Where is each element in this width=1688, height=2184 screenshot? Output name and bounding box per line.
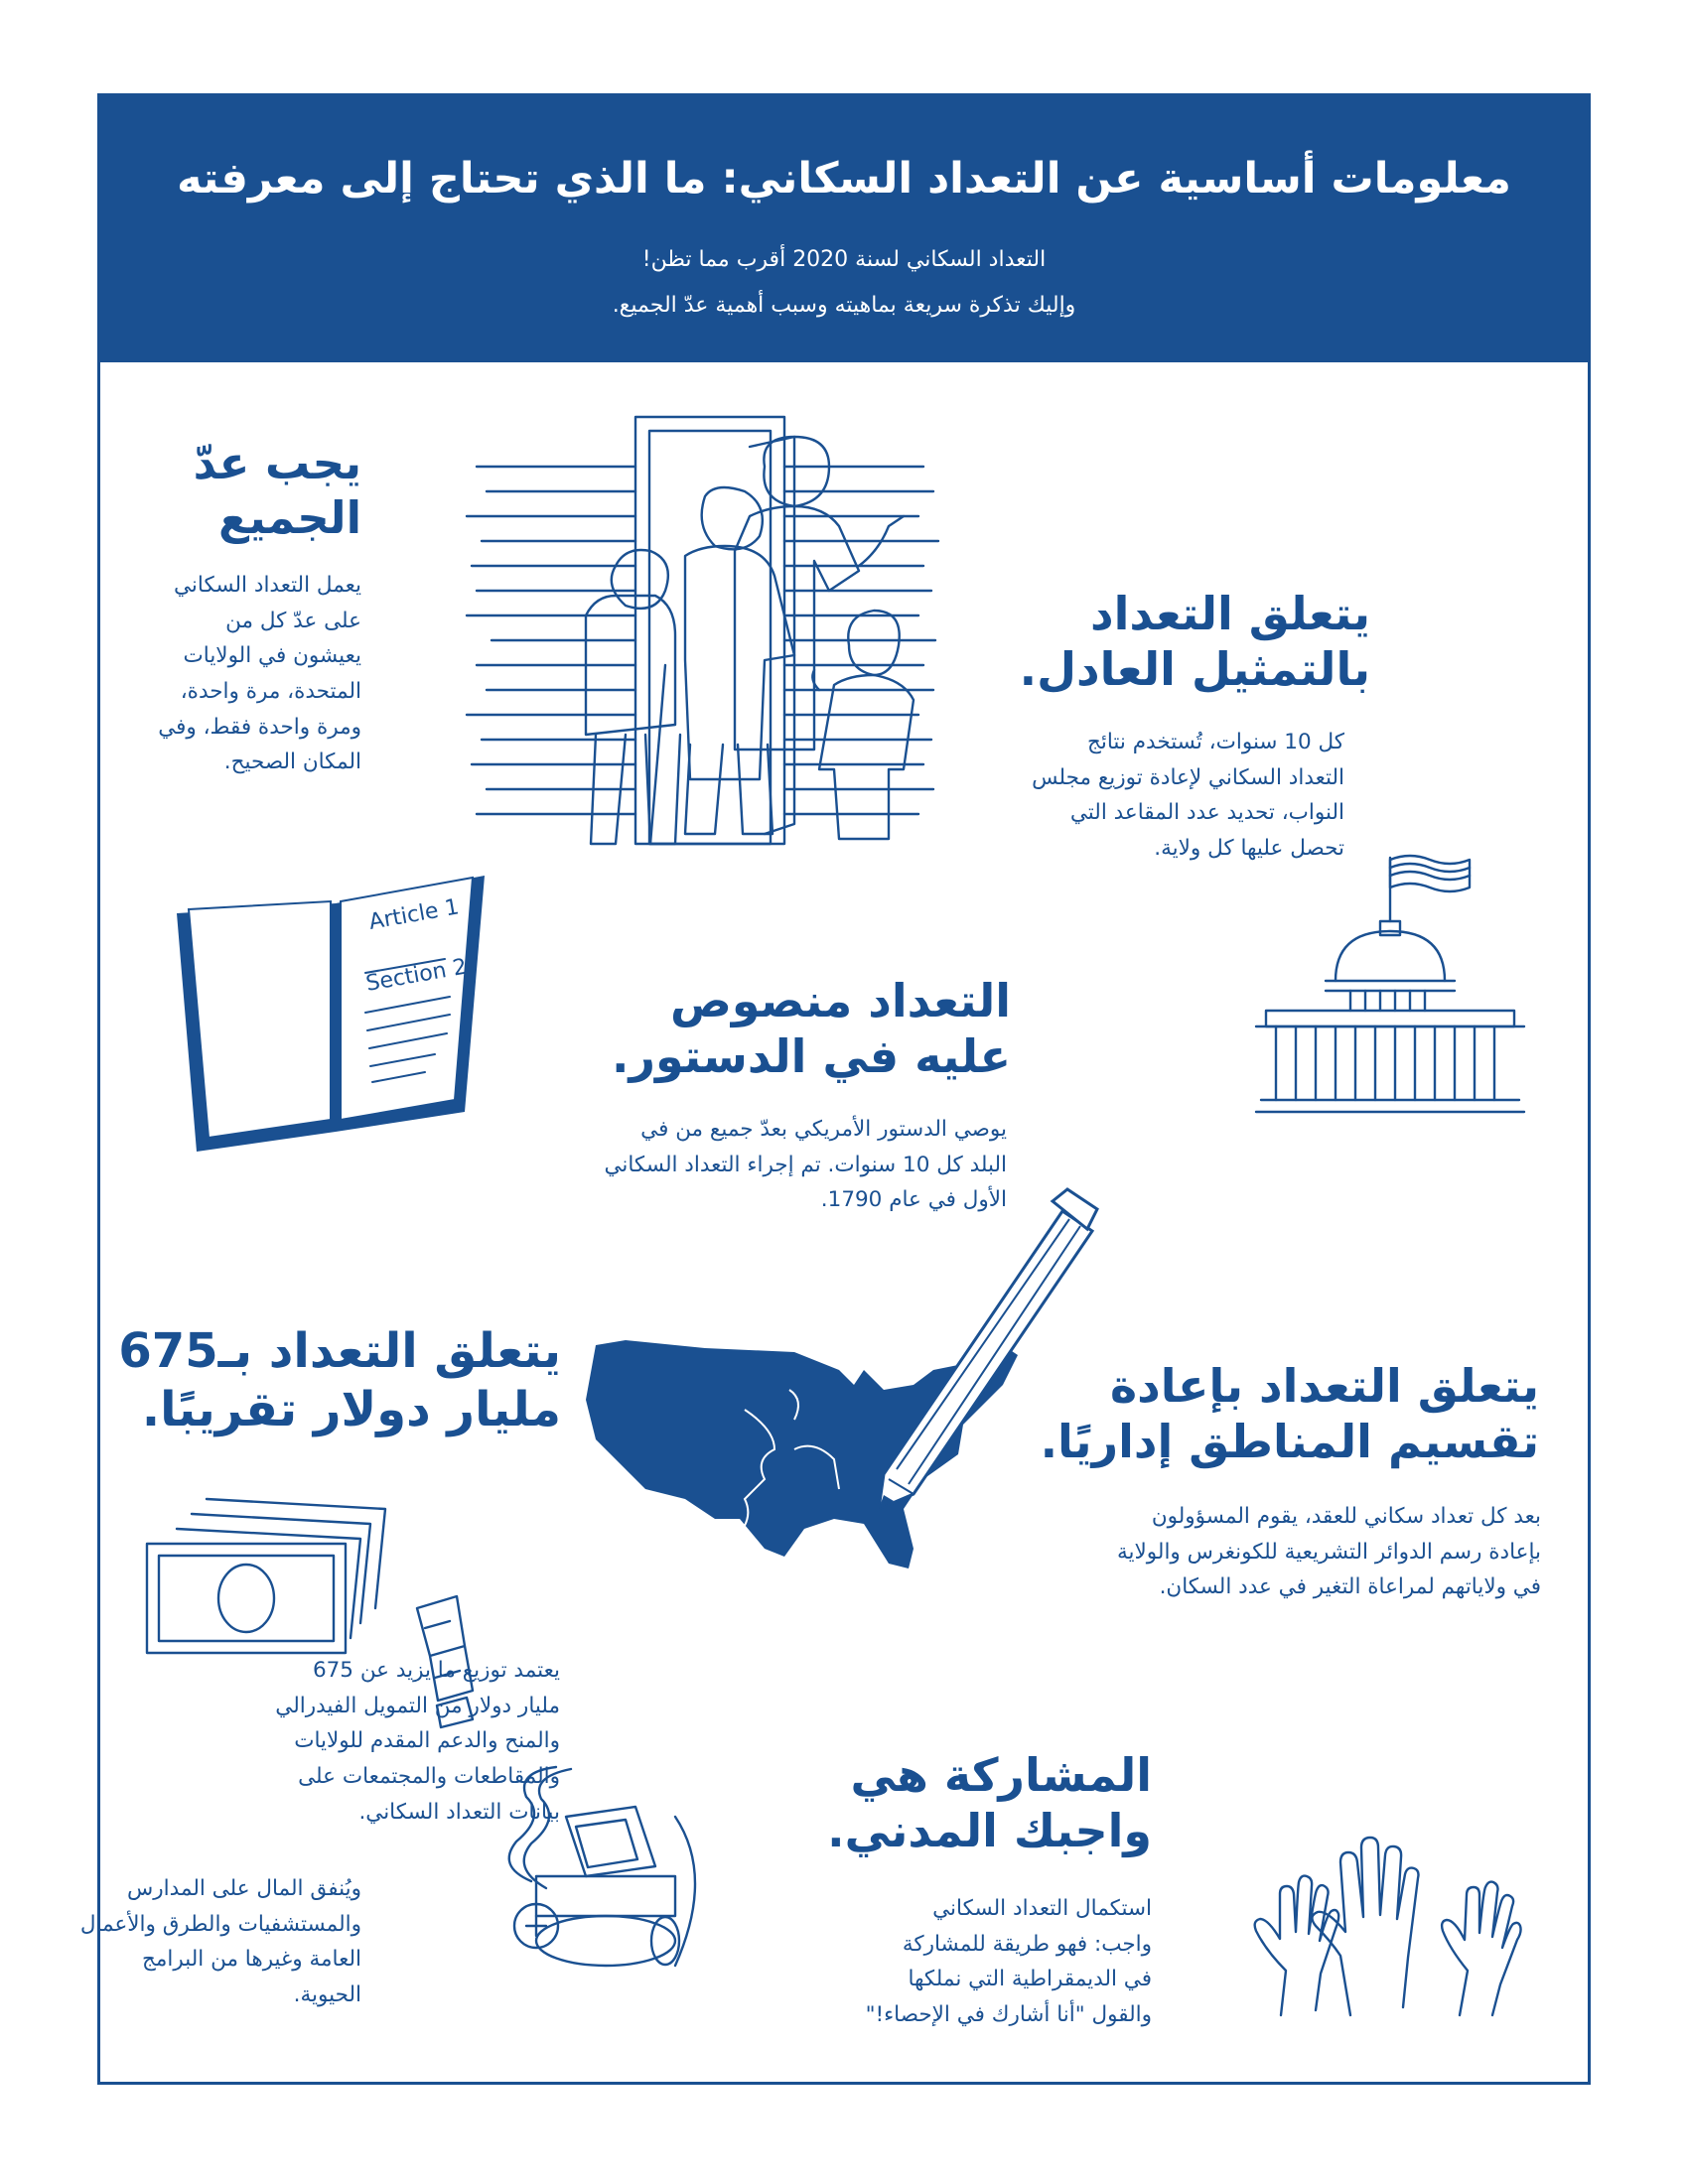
body-line: يعتمد توزيع ما يزيد عن 675 <box>312 1658 560 1683</box>
body-line: مليار دولار من التمويل الفيدرالي <box>275 1693 560 1718</box>
everyone-heading-line2: الجميع <box>217 490 361 544</box>
body-line: على عدّ كل من <box>225 608 361 633</box>
page-title: معلومات أساسية عن التعداد السكاني: ما الذي تحتاج إلى معرفته <box>177 154 1511 204</box>
funding-body-1 <box>93 1653 560 1830</box>
body-line: العامة وغيرها من البرامج <box>142 1947 361 1973</box>
body-line: يعمل التعداد السكاني <box>174 573 361 598</box>
header-subtitle-1: التعداد السكاني لسنة 2020 أقرب مما تظن! <box>641 247 1047 272</box>
body-line: كل 10 سنوات، تُستخدم نتائج <box>1087 730 1344 754</box>
body-line: المكان الصحيح. <box>223 750 361 775</box>
civic-heading-line1: المشاركة هي <box>850 1748 1152 1802</box>
body-line: ويُنفق المال على المدارس <box>127 1876 361 1901</box>
body-line: بيانات التعداد السكاني. <box>358 1799 560 1825</box>
funding-body-2 <box>64 1871 361 2013</box>
everyone-heading <box>103 437 361 546</box>
book-text-section: Section 2 <box>363 954 470 997</box>
redistricting-heading <box>1023 1358 1539 1469</box>
body-line: والمنح والدعم المقدم للولايات <box>294 1728 560 1754</box>
redistricting-heading-line2: تقسيم المناطق إداريًا. <box>1040 1415 1539 1469</box>
funding-heading <box>104 1322 561 1438</box>
body-line: بعد كل تعداد سكاني للعقد، يقوم المسؤولون <box>1151 1504 1541 1529</box>
constitution-book-illustration <box>167 864 494 1161</box>
civic-body <box>774 1891 1152 2033</box>
constitution-heading-line2: عليه في الدستور. <box>612 1029 1011 1084</box>
body-line: في ولاياتهم لمراعاة التغير في عدد السكان. <box>1159 1574 1541 1600</box>
constitution-heading-line1: التعداد منصوص <box>669 974 1011 1027</box>
body-line: والمستشفيات والطرق والأعمال <box>79 1911 361 1937</box>
body-line: ومرة واحدة فقط، وفي <box>158 714 361 740</box>
header-subtitle-2: وإليك تذكرة سريعة بماهيته وسبب أهمية عدّ الجميع. <box>612 293 1076 318</box>
raised-hands-illustration <box>1241 1827 1539 2025</box>
body-line: والقول "أنا أشارك في الإحصاء!" <box>865 2002 1152 2028</box>
representation-heading-line1: يتعلق التعداد <box>1090 587 1370 640</box>
body-line: الأول في عام 1790. <box>820 1187 1007 1213</box>
representation-heading-line2: بالتمثيل العادل. <box>1019 642 1370 697</box>
body-line: الحيوية. <box>293 1982 361 2008</box>
body-line: البلد كل 10 سنوات. تم إجراء التعداد السكاني <box>604 1152 1007 1177</box>
civic-heading <box>794 1747 1152 1858</box>
body-line: بإعادة رسم الدوائر التشريعية للكونغرس والولاية <box>1117 1539 1541 1565</box>
funding-heading-line2: مليار دولار تقريبًا. <box>141 1381 561 1437</box>
road-roller-illustration <box>496 1757 715 1985</box>
body-line: النواب، تحديد عدد المقاعد التي <box>1069 800 1344 826</box>
redistricting-body <box>985 1499 1541 1605</box>
body-line: واجب: فهو طريقة للمشاركة <box>902 1931 1152 1957</box>
body-line: يوصي الدستور الأمريكي بعدّ جميع من في <box>640 1117 1007 1142</box>
funding-heading-line1: يتعلق التعداد بـ675 <box>118 1323 561 1379</box>
body-line: في الديمقراطية التي نملكها <box>908 1967 1152 1992</box>
body-line: والمقاطعات والمجتمعات على <box>298 1764 560 1790</box>
everyone-heading-line1: يجب عدّ <box>193 437 361 489</box>
body-line: تحصل عليها كل ولاية. <box>1154 836 1344 862</box>
constitution-heading <box>554 973 1011 1084</box>
body-line: التعداد السكاني لإعادة توزيع مجلس <box>1032 764 1344 790</box>
civic-heading-line2: واجبك المدني. <box>827 1804 1152 1858</box>
representation-heading <box>953 586 1370 697</box>
body-line: يعيشون في الولايات <box>183 643 361 669</box>
family-illustration <box>467 417 943 864</box>
body-line: استكمال التعداد السكاني <box>932 1896 1152 1921</box>
redistricting-heading-line1: يتعلق التعداد بإعادة <box>1109 1359 1539 1413</box>
body-line: المتحدة، مرة واحدة، <box>180 679 361 705</box>
capitol-building-illustration <box>1256 852 1524 1120</box>
book-text-article: Article 1 <box>366 894 462 935</box>
header-banner <box>100 96 1588 362</box>
representation-body <box>927 725 1344 867</box>
everyone-body <box>113 568 361 780</box>
